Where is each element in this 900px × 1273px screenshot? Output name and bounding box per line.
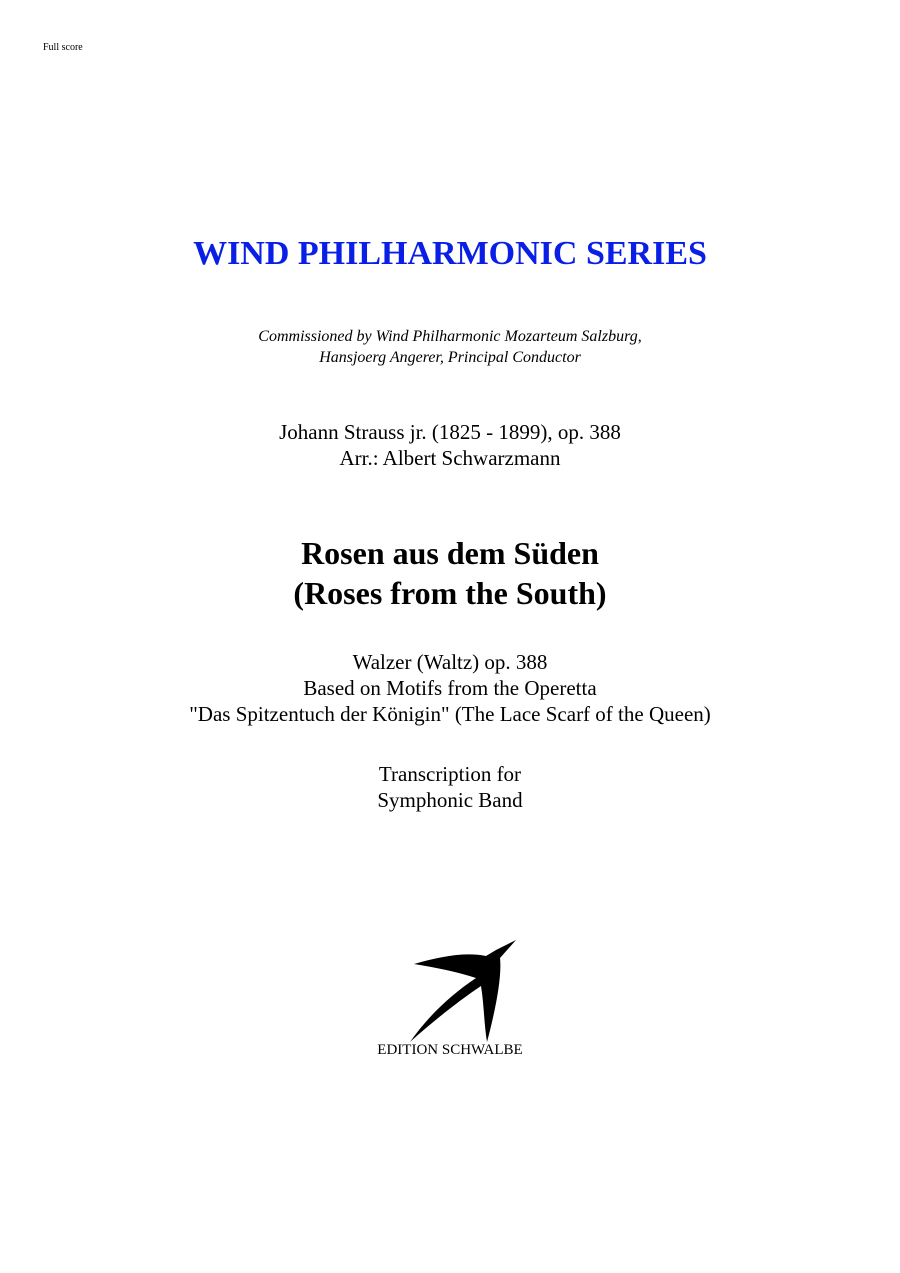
work-source-line-1: Based on Motifs from the Operetta: [303, 676, 597, 700]
work-title-german: Rosen aus dem Süden: [301, 535, 599, 571]
composer-name: Johann Strauss jr. (1825 - 1899), op. 388: [279, 420, 621, 444]
work-title-english: (Roses from the South): [293, 575, 607, 611]
transcription-line-2: Symphonic Band: [377, 788, 523, 812]
arranger-name: Arr.: Albert Schwarzmann: [339, 446, 561, 470]
commission-line-1: Commissioned by Wind Philharmonic Mozarteum Salzburg,: [258, 328, 642, 345]
transcription-line-1: Transcription for: [378, 762, 522, 786]
work-description: [0, 649, 900, 727]
composer-block: [0, 419, 900, 471]
swallow-icon: [404, 938, 520, 1046]
commission-note: [0, 326, 900, 368]
work-form: Walzer (Waltz) op. 388: [352, 650, 548, 674]
score-type-label: Full score: [43, 42, 83, 53]
work-source-line-2: "Das Spitzentuch der Königin" (The Lace Scarf of the Queen): [189, 702, 711, 726]
publisher-name: EDITION SCHWALBE: [377, 1042, 523, 1058]
instrumentation: [0, 761, 900, 813]
work-title: [0, 533, 900, 613]
commission-line-2: Hansjoerg Angerer, Principal Conductor: [319, 349, 581, 366]
series-title: WIND PHILHARMONIC SERIES: [193, 235, 707, 272]
